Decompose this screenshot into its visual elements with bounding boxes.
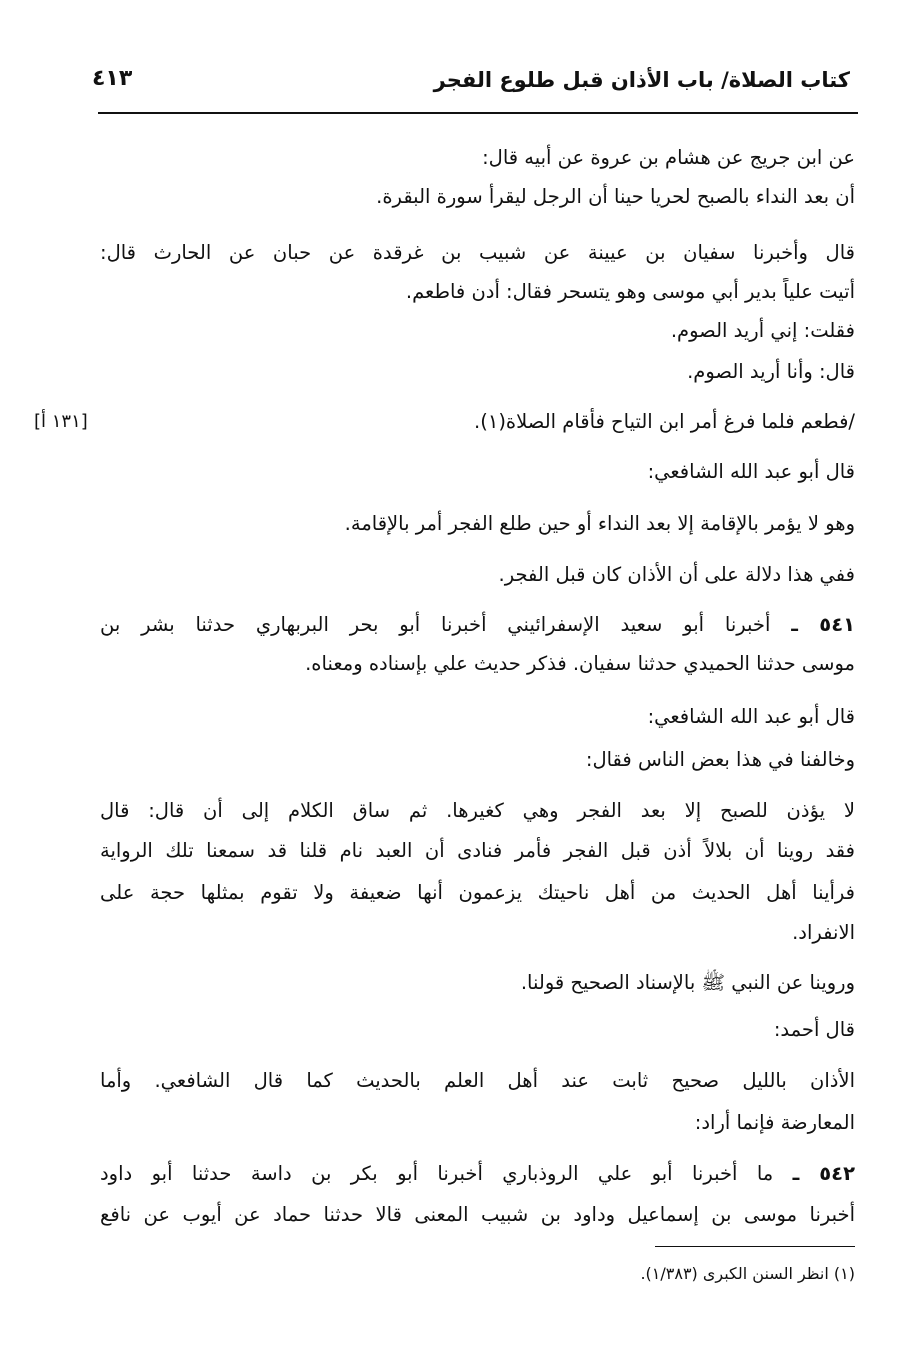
text-line: أخبرنا أبو سعيد الإسفرائيني أخبرنا أبو بحر البربهاري حدثنا بشر بن [100,613,771,636]
text-line: فقد روينا أن بلالاً أذن قبل الفجر فأمر فنادى أن العبد نام قلنا قد سمعنا تلك الرواية [100,839,855,862]
text-line: المعارضة فإنما أراد: [694,1111,855,1134]
text-line: الأذان بالليل صحيح ثابت عند أهل العلم بالحديث كما قال الشافعي. وأما [100,1069,855,1092]
text-line: أن بعد النداء بالصبح لحريا حينا أن الرجل ليقرأ سورة البقرة. [376,185,855,208]
text-line: وهو لا يؤمر بالإقامة إلا بعد النداء أو حين طلع الفجر أمر بالإقامة. [344,512,855,535]
text-line: وروينا عن النبي ﷺ بالإسناد الصحيح قولنا. [520,971,855,994]
page-number: ٤١٣ [92,66,133,91]
manuscript-folio-ref: [١٣١ أ] [34,411,88,432]
text-line: ما أخبرنا أبو علي الروذباري أخبرنا أبو بكر بن داسة حدثنا أبو داود [100,1162,774,1185]
text-line: /فطعم فلما فرغ أمر ابن التياح فأقام الصلاة(١). [474,410,855,433]
text-line: ففي هذا دلالة على أن الأذان كان قبل الفجر. [498,563,855,586]
hadith-542-line [100,1160,855,1190]
hadith-number-541: ٥٤١ ـ [791,613,855,636]
text-line: قال أبو عبد الله الشافعي: [647,705,855,728]
hadith-number-542: ٥٤٢ ـ [792,1162,855,1185]
text-line: عن ابن جريج عن هشام بن عروة عن أبيه قال: [482,146,855,169]
text-line: الانفراد. [792,921,855,944]
running-header-title: كتاب الصلاة/ باب الأذان قبل طلوع الفجر [433,68,850,92]
footnote-divider [655,1246,855,1247]
text-line: موسى حدثنا الحميدي حدثنا سفيان. فذكر حديث علي بإسناده ومعناه. [305,652,855,675]
text-line: قال وأخبرنا سفيان بن عيينة عن شبيب بن غرقدة عن حبان عن الحارث قال: [100,241,855,264]
text-line: فقلت: إني أريد الصوم. [670,319,855,342]
text-line: أتيت علياً بدير أبي موسى وهو يتسحر فقال: أدن فاطعم. [405,280,855,303]
text-line: قال أبو عبد الله الشافعي: [647,460,855,483]
footnote: (١) انظر السنن الكبرى (١/٣٨٣). [640,1264,855,1283]
text-line: وخالفنا في هذا بعض الناس فقال: [585,748,855,771]
text-line: أخبرنا موسى بن إسماعيل وداود بن شبيب المعنى قالا حدثنا حماد عن أيوب عن نافع [100,1203,855,1226]
text-line: قال: وأنا أريد الصوم. [687,360,855,383]
text-line: لا يؤذن للصبح إلا بعد الفجر وهي كغيرها. ثم ساق الكلام إلى أن قال: قال [100,799,855,822]
text-line: فرأينا أهل الحديث من أهل ناحيتك يزعمون أنها ضعيفة ولا تقوم بمثلها حجة على [100,881,855,904]
header-divider [98,112,858,114]
hadith-541-line [100,611,855,641]
text-line: قال أحمد: [773,1018,855,1041]
